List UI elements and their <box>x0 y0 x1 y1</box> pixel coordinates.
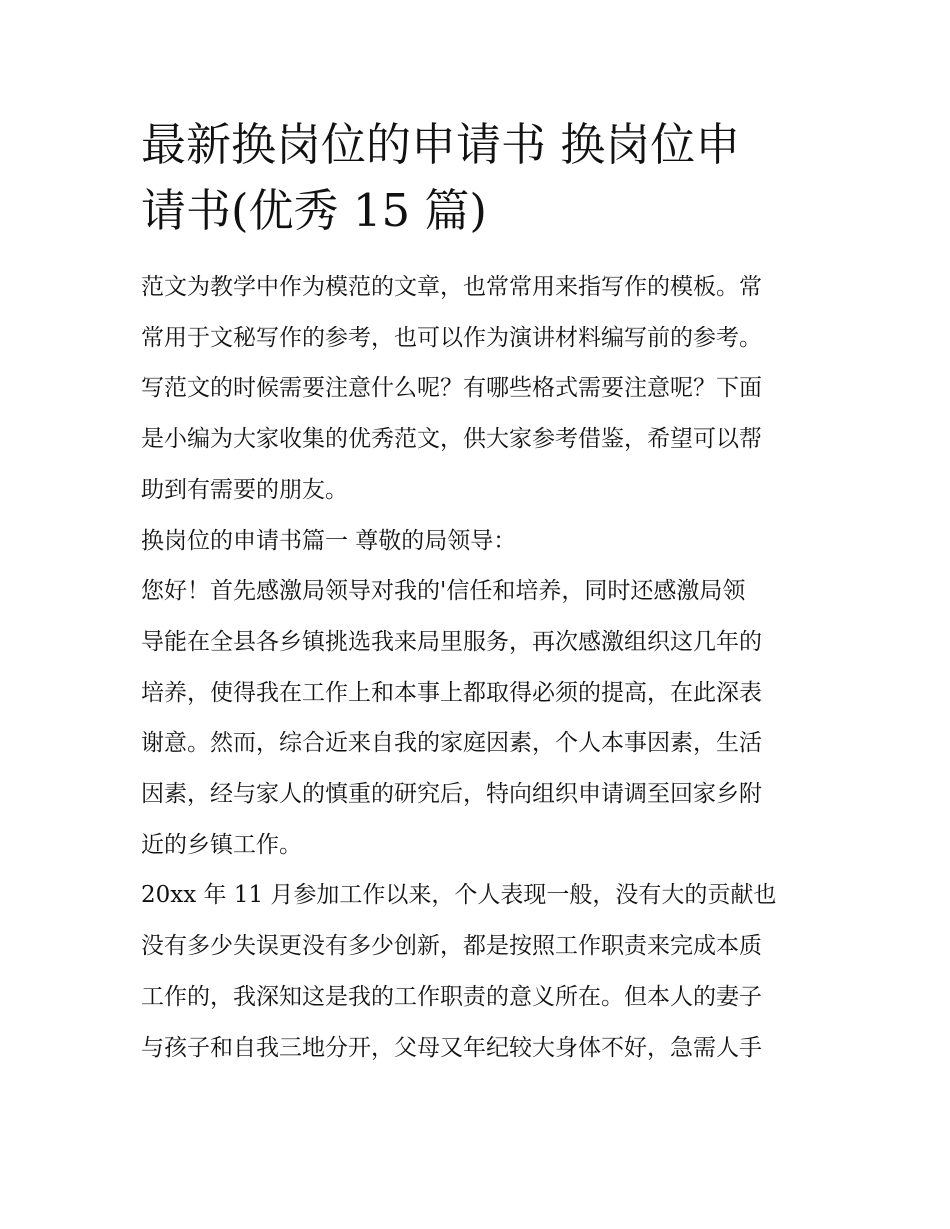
title-line: 最新换岗位的申请书 换岗位申 <box>141 118 741 171</box>
text-line: 助到有需要的朋友。 <box>141 476 348 503</box>
text-line: 培养，使得我在工作上和本事上都取得必须的提高，在此深表 <box>141 679 762 706</box>
paragraph-section-heading <box>141 516 821 567</box>
text-line: 范文为教学中作为模范的文章，也常常用来指写作的模板。常 <box>141 274 762 300</box>
text-line: 工作的，我深知这是我的工作职责的意义所在。但本人的妻子 <box>141 983 762 1010</box>
text-line: 常用于文秘写作的参考，也可以作为演讲材料编写前的参考。 <box>141 324 762 351</box>
text-line: 谢意。然而，综合近来自我的家庭因素，个人本事因素，生活 <box>141 730 762 757</box>
paragraph-greeting <box>141 566 821 870</box>
text-line: 写范文的时候需要注意什么呢？有哪些格式需要注意呢？下面 <box>141 375 762 402</box>
paragraph-intro <box>141 262 821 516</box>
paragraph-work-history <box>141 870 821 1073</box>
text-line: 是小编为大家收集的优秀范文，供大家参考借鉴，希望可以帮 <box>141 426 762 453</box>
text-line: 与孩子和自我三地分开，父母又年纪较大身体不好，急需人手 <box>141 1034 762 1061</box>
document-body <box>141 262 821 1073</box>
text-line: 20xx 年 11 月参加工作以来，个人表现一般，没有大的贡献也 <box>141 882 777 909</box>
title-line: 请书(优秀 15 篇) <box>141 184 487 237</box>
text-line: 您好！首先感激局领导对我的'信任和培养，同时还感激局领 <box>141 578 746 605</box>
document-title <box>141 112 821 244</box>
document-content <box>141 112 821 1073</box>
text-line: 因素，经与家人的慎重的研究后，特向组织申请调至回家乡附 <box>141 781 762 808</box>
text-line: 没有多少失误更没有多少创新，都是按照工作职责来完成本质 <box>141 933 762 960</box>
text-line: 导能在全县各乡镇挑选我来局里服务，再次感激组织这几年的 <box>141 628 762 655</box>
text-line: 近的乡镇工作。 <box>141 831 302 858</box>
text-line: 换岗位的申请书篇一 尊敬的局领导： <box>141 527 517 554</box>
